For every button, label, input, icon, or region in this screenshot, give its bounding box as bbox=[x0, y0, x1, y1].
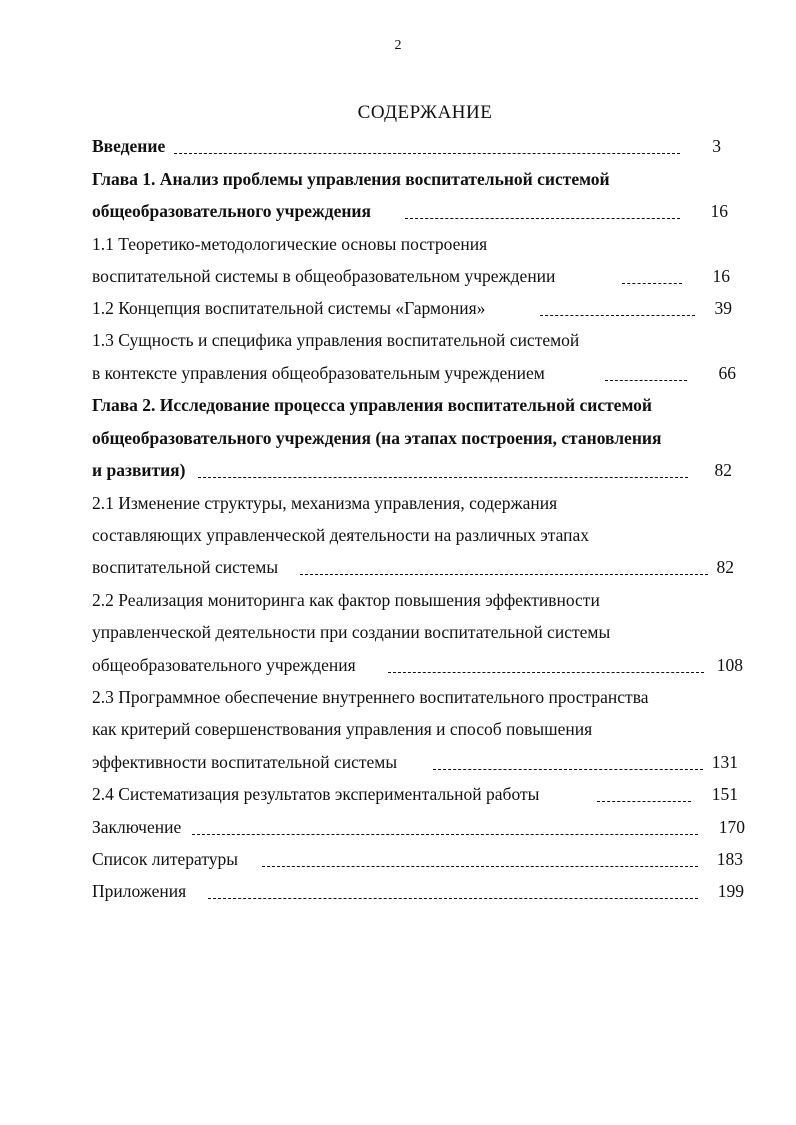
toc-entry-section-2-2-cont: управленческой деятельности при создании воспитательной системы bbox=[92, 622, 611, 642]
toc-page-number: 82 bbox=[714, 460, 732, 480]
toc-entry-section-2-1: 2.1 Изменение структуры, механизма управления, содержания bbox=[92, 493, 558, 513]
toc-entry-section-2-2-cont: общеобразовательного учреждения bbox=[92, 655, 356, 675]
toc-entry-section-1-2: 1.2 Концепция воспитательной системы «Гармония» bbox=[92, 298, 486, 318]
dot-leader bbox=[198, 477, 688, 478]
toc-page-number: 16 bbox=[712, 266, 730, 286]
toc-page-number: 16 bbox=[710, 201, 728, 221]
toc-entry-references: Список литературы bbox=[92, 849, 239, 869]
toc-entry-section-2-3-cont: как критерий совершенствования управления и способ повышения bbox=[92, 719, 593, 739]
toc-page-number: 39 bbox=[714, 298, 732, 318]
dot-leader bbox=[433, 769, 703, 770]
dot-leader bbox=[174, 153, 680, 154]
toc-entry-section-2-2: 2.2 Реализация мониторинга как фактор повышения эффективности bbox=[92, 590, 600, 610]
dot-leader bbox=[405, 218, 680, 219]
toc-entry-chapter-1-cont: общеобразовательного учреждения bbox=[92, 201, 371, 221]
toc-page-number: 170 bbox=[718, 817, 745, 837]
toc-entry-conclusion: Заключение bbox=[92, 817, 182, 837]
dot-leader bbox=[262, 866, 698, 867]
toc-heading: СОДЕРЖАНИЕ bbox=[357, 102, 493, 123]
toc-entry-chapter-2-cont: общеобразовательного учреждения (на этапах построения, становления bbox=[92, 428, 662, 448]
toc-entry-section-2-4: 2.4 Систематизация результатов экспериментальной работы bbox=[92, 784, 540, 804]
toc-entry-section-2-3: 2.3 Программное обеспечение внутреннего воспитательного пространства bbox=[92, 687, 649, 707]
toc-entry-chapter-2-cont: и развития) bbox=[92, 460, 186, 480]
dot-leader bbox=[192, 834, 698, 835]
dot-leader bbox=[208, 898, 698, 899]
toc-entry-chapter-1: Глава 1. Анализ проблемы управления воспитательной системой bbox=[92, 169, 610, 189]
toc-page-number: 131 bbox=[711, 752, 738, 772]
dot-leader bbox=[388, 672, 704, 673]
toc-page-number: 199 bbox=[717, 881, 744, 901]
toc-entry-section-2-3-cont: эффективности воспитательной системы bbox=[92, 752, 398, 772]
dot-leader bbox=[622, 283, 682, 284]
toc-entry-section-1-3: 1.3 Сущность и специфика управления воспитательной системой bbox=[92, 330, 580, 350]
toc-page-number: 82 bbox=[716, 557, 734, 577]
toc-page-number: 3 bbox=[712, 136, 721, 156]
dot-leader bbox=[605, 380, 687, 381]
dot-leader bbox=[597, 801, 691, 802]
toc-entry-section-1-1-cont: воспитательной системы в общеобразовательном учреждении bbox=[92, 266, 556, 286]
toc-page-number: 151 bbox=[711, 784, 738, 804]
toc-page-number: 108 bbox=[716, 655, 743, 675]
dot-leader bbox=[300, 574, 708, 575]
toc-page-number: 183 bbox=[716, 849, 743, 869]
toc-entry-section-1-3-cont: в контексте управления общеобразовательным учреждением bbox=[92, 363, 545, 383]
dot-leader bbox=[540, 315, 695, 316]
toc-entry-appendices: Приложения bbox=[92, 881, 187, 901]
toc-page-number: 66 bbox=[718, 363, 736, 383]
toc-entry-chapter-2: Глава 2. Исследование процесса управления воспитательной системой bbox=[92, 395, 652, 415]
toc-entry-section-2-1-cont: составляющих управленческой деятельности на различных этапах bbox=[92, 525, 590, 545]
page-number: 2 bbox=[394, 38, 402, 53]
toc-entry-section-1-1: 1.1 Теоретико-методологические основы построения bbox=[92, 234, 488, 254]
toc-entry-section-2-1-cont: воспитательной системы bbox=[92, 557, 279, 577]
toc-entry-introduction: Введение bbox=[92, 136, 166, 156]
